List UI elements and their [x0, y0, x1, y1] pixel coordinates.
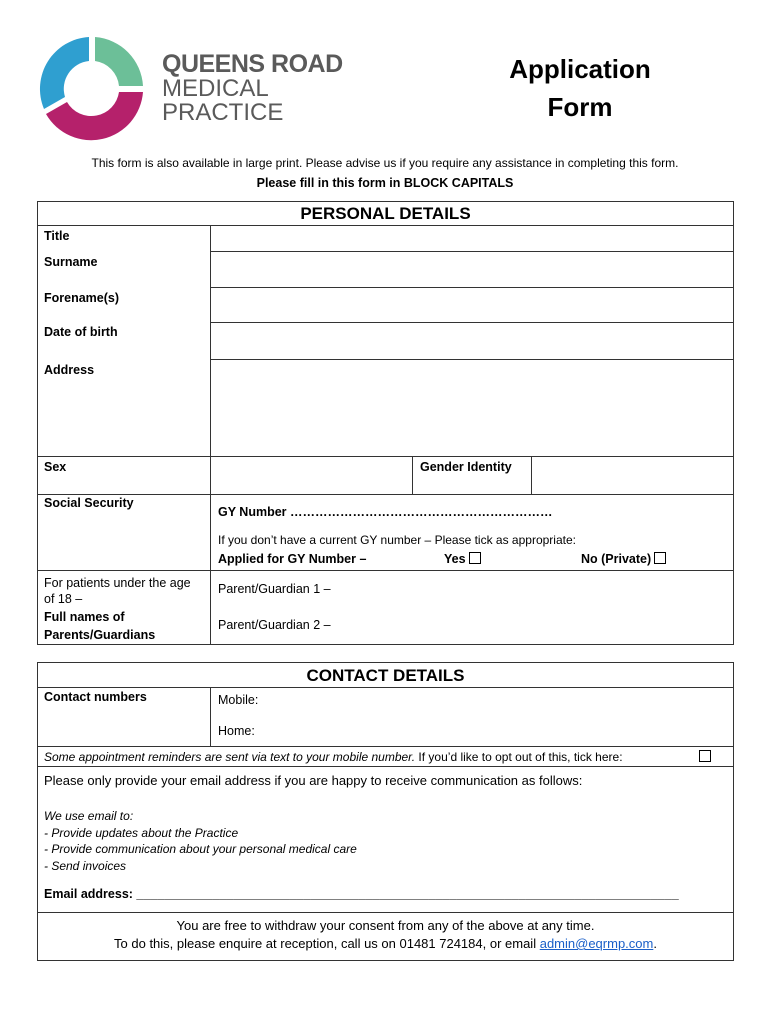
gy-number-note: If you don’t have a current GY number – Please tick as appropriate: — [218, 533, 576, 547]
email-use-3: - Send invoices — [44, 858, 127, 873]
contact-numbers-label: Contact numbers — [44, 690, 147, 704]
gender-identity-label: Gender Identity — [420, 460, 512, 474]
sms-optout-checkbox[interactable] — [699, 750, 711, 762]
under-18-label — [44, 575, 191, 643]
yes-label: Yes — [444, 552, 466, 566]
no-private-checkbox[interactable] — [654, 552, 666, 564]
sms-reminder-italic: Some appointment reminders are sent via text to your mobile number. — [44, 750, 416, 764]
address-field[interactable] — [211, 360, 733, 456]
surname-field[interactable] — [211, 252, 733, 287]
forenames-label: Forename(s) — [44, 291, 120, 305]
yes-checkbox[interactable] — [469, 552, 481, 564]
under-18-line1: For patients under the age — [44, 576, 191, 590]
logo-line-3: PRACTICE — [162, 99, 284, 126]
enquire-prefix: To do this, please enquire at reception, call us on 01481 724184, or email — [114, 936, 537, 951]
surname-label: Surname — [44, 255, 98, 269]
gender-identity-field[interactable] — [532, 457, 733, 494]
logo-line-2: MEDICAL — [162, 75, 269, 102]
large-print-note: This form is also available in large print. Please advise us if you require any assistance in completing this form. — [91, 156, 679, 170]
email-consent-intro: Please only provide your email address if you are happy to receive communication as follows: — [44, 773, 583, 788]
full-names-label: Full names of — [44, 610, 125, 624]
enquire-note — [37, 936, 734, 951]
email-use-2: - Provide communication about your personal medical care — [44, 842, 357, 856]
parent-guardian-2-field[interactable]: Parent/Guardian 2 – — [218, 618, 331, 632]
under-18-line2: of 18 – — [44, 592, 83, 606]
mobile-field[interactable]: Mobile: — [218, 693, 259, 707]
logo-line-1: QUEENS ROAD — [162, 50, 343, 78]
home-field[interactable]: Home: — [218, 724, 255, 738]
email-uses-list — [44, 808, 357, 874]
logo-ring-blue — [40, 37, 89, 109]
email-address-field[interactable]: Email address: ______________________________________________________________________________ — [44, 887, 679, 901]
sex-label: Sex — [44, 460, 67, 474]
applied-for-gy-label: Applied for GY Number – — [218, 552, 367, 566]
email-link[interactable]: admin@eqrmp.com — [539, 936, 654, 951]
dob-label: Date of birth — [44, 325, 118, 339]
practice-logo — [36, 34, 146, 144]
email-use-1: - Provide updates about the Practice — [44, 825, 239, 840]
contact-details-heading: CONTACT DETAILS — [306, 666, 465, 685]
email-uses-heading: We use email to: — [44, 809, 134, 823]
title-field[interactable] — [211, 226, 733, 251]
sex-field[interactable] — [211, 457, 411, 494]
forenames-field[interactable] — [211, 288, 733, 322]
block-capitals-note: Please fill in this form in BLOCK CAPITALS — [256, 176, 514, 190]
sms-reminder-note — [44, 750, 623, 764]
parent-guardian-1-field[interactable]: Parent/Guardian 1 – — [218, 582, 331, 596]
title-label: Title — [44, 229, 70, 243]
no-private-label: No (Private) — [581, 552, 652, 566]
withdraw-consent-note: You are free to withdraw your consent from any of the above at any time. — [176, 918, 595, 933]
enquire-suffix: . — [653, 936, 657, 951]
form-title-line1: Application — [509, 54, 651, 84]
form-title-line2: Form — [547, 92, 613, 122]
personal-details-heading: PERSONAL DETAILS — [300, 204, 471, 223]
parents-guardians-label: Parents/Guardians — [44, 628, 156, 642]
gy-number-field[interactable]: GY Number ……………………………………………………… — [218, 505, 553, 519]
form-title — [480, 50, 680, 126]
logo-ring-green — [95, 37, 143, 86]
social-security-label: Social Security — [44, 496, 134, 510]
no-private-option[interactable] — [581, 552, 666, 566]
sms-optout-text: If you’d like to opt out of this, tick here: — [418, 750, 623, 764]
address-label: Address — [44, 363, 95, 377]
dob-field[interactable] — [211, 323, 733, 359]
yes-option[interactable] — [444, 552, 481, 566]
logo-ring-icon — [36, 34, 146, 144]
